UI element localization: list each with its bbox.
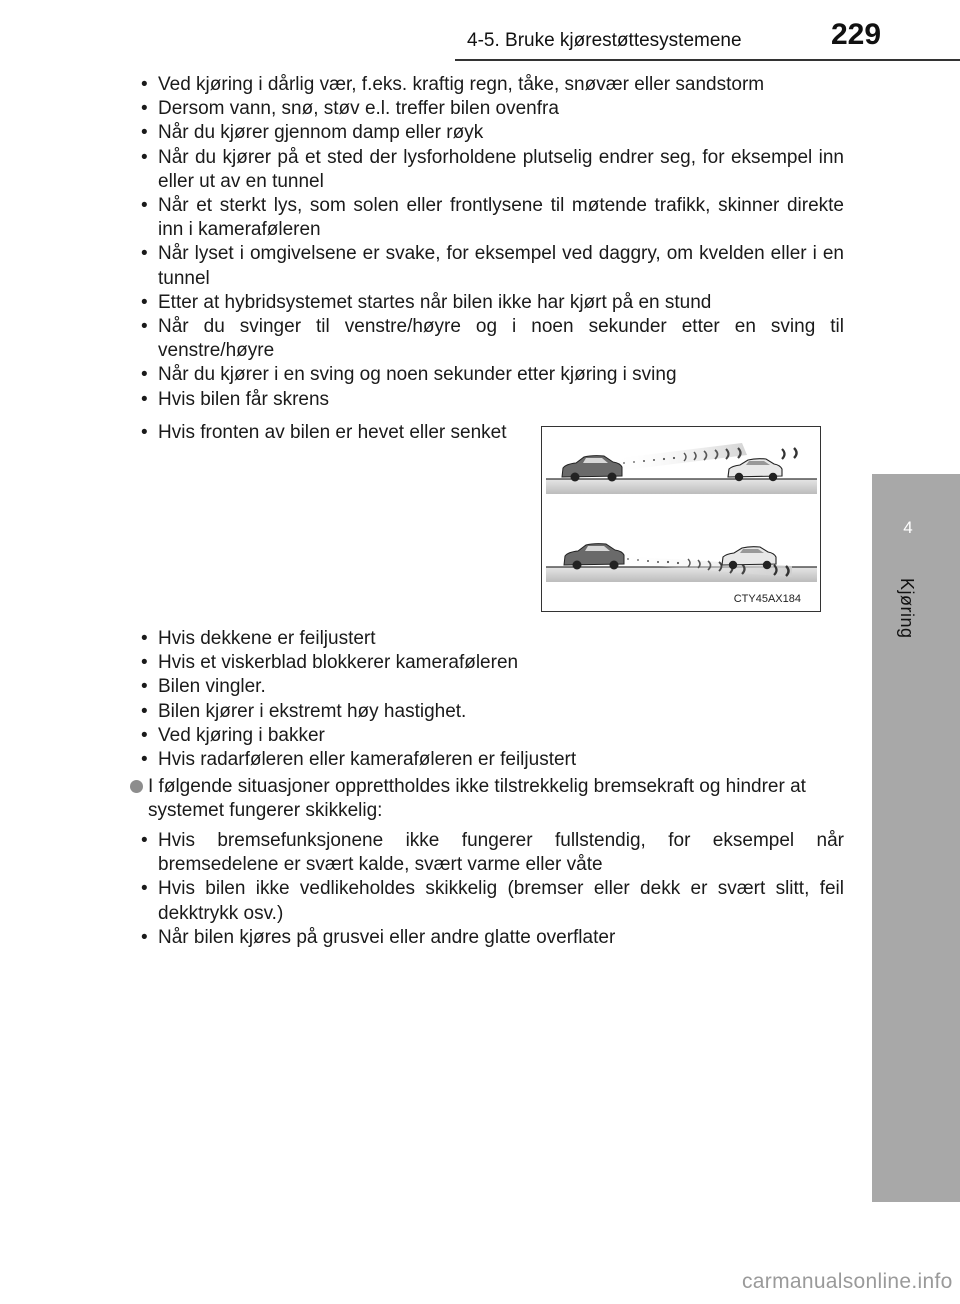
list-item: • Når bilen kjøres på grusvei eller andre glatte overflater <box>134 926 844 950</box>
radar-illustration-svg <box>542 427 819 610</box>
page-number: 229 <box>831 18 882 51</box>
list-item: • Når et sterkt lys, som solen eller frontlysene til møtende trafikk, skinner direkte inn i kameraføleren <box>134 194 844 242</box>
list-item: • Hvis bremsefunksjonene ikke fungerer fullstendig, for eksempel når bremsedelene er svært kalde, svært varme eller våte <box>134 829 844 877</box>
list-item: • Hvis bilen får skrens <box>134 388 844 412</box>
list-item: • Når lyset i omgivelsene er svake, for eksempel ved daggry, om kvelden eller i en tunnel <box>134 242 844 290</box>
list-item: • Bilen kjører i ekstremt høy hastighet. <box>134 700 844 724</box>
list-item: • Hvis bilen ikke vedlikeholdes skikkelig (bremser eller dekk er svært slitt, feil dekktrykk osv.) <box>134 877 844 925</box>
list-item: • Når du kjører i en sving og noen sekunder etter kjøring i sving <box>134 363 844 387</box>
scene-front-lowered <box>546 544 817 582</box>
header-rule <box>455 59 960 61</box>
list-item: • Etter at hybridsystemet startes når bilen ikke har kjørt på en stund <box>134 291 844 315</box>
watermark-text: carmanualsonline.info <box>742 1270 953 1293</box>
page-header <box>0 0 960 62</box>
list-item: • Når du svinger til venstre/høyre og i noen sekunder etter en sving til venstre/høyre <box>134 315 844 363</box>
bullet-list-conditions <box>134 73 844 412</box>
bullet-list-vehicle-conditions <box>134 627 844 772</box>
list-item: • Bilen vingler. <box>134 675 844 699</box>
section-title: 4-5. Bruke kjørestøttesystemene <box>467 30 742 51</box>
list-item: • Hvis radarføleren eller kameraføleren er feiljustert <box>134 748 844 772</box>
scene-front-raised <box>546 443 817 494</box>
note-paragraph <box>130 775 872 823</box>
chapter-side-tab <box>872 474 960 1202</box>
list-item: • Når du kjører gjennom damp eller røyk <box>134 121 844 145</box>
bullet-list-vehicle-front <box>134 421 520 445</box>
figure-code: CTY45AX184 <box>733 593 801 605</box>
lead-car-icon <box>728 459 782 482</box>
bullet-list-brake-conditions <box>134 829 844 950</box>
list-item: • Når du kjører på et sted der lysforholdene plutselig endrer seg, for eksempel inn eller ut av en tunnel <box>134 146 844 194</box>
list-item: • Dersom vann, snø, støv e.l. treffer bilen ovenfra <box>134 97 844 121</box>
note-bullet-icon <box>130 780 143 793</box>
list-item: • Hvis et viskerblad blokkerer kameraføleren <box>134 651 844 675</box>
note-text: I følgende situasjoner opprettholdes ikke tilstrekkelig bremsekraft og hindrer at systemet fungerer skikkelig: <box>148 776 806 822</box>
list-item: • Hvis fronten av bilen er hevet eller senket <box>134 421 520 445</box>
chapter-label: Kjøring <box>897 578 917 639</box>
list-item: • Ved kjøring i bakker <box>134 724 844 748</box>
list-item: • Ved kjøring i dårlig vær, f.eks. kraftig regn, tåke, snøvær eller sandstorm <box>134 73 844 97</box>
illustration-radar-beam <box>541 426 821 612</box>
own-car-icon <box>564 544 624 570</box>
list-item: • Hvis dekkene er feiljustert <box>134 627 844 651</box>
chapter-number: 4 <box>903 518 913 537</box>
road-strip <box>546 479 817 494</box>
